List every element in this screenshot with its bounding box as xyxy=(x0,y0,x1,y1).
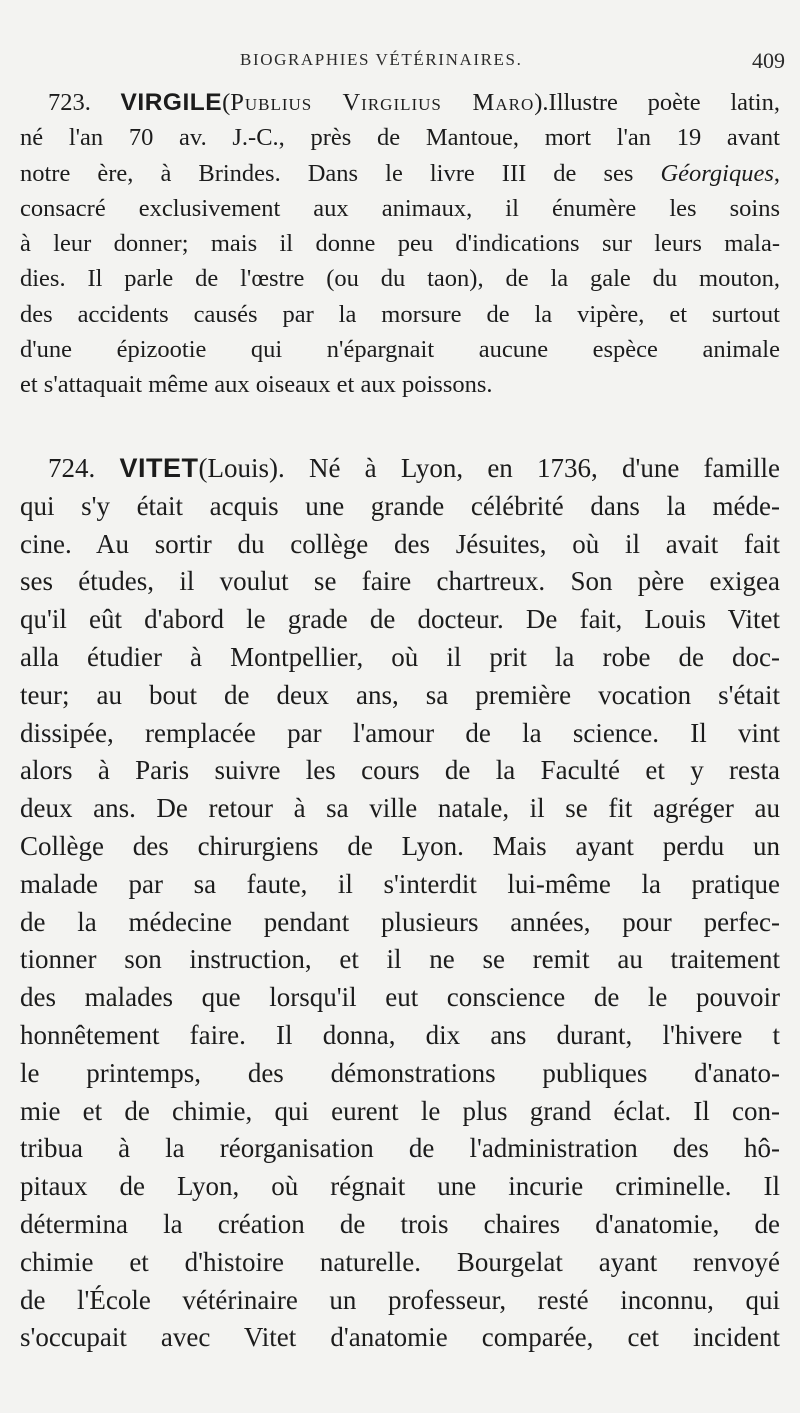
entry-line: détermina la création de trois chaires d'anatomie, de xyxy=(20,1208,780,1239)
entry-line: tribua à la réorganisation de l'administration des hô- xyxy=(20,1133,780,1164)
entry-line-text: , xyxy=(773,159,780,187)
entry-line: chimie et d'histoire naturelle. Bourgelat ayant renvoyé xyxy=(20,1246,780,1277)
paren-open: ( xyxy=(198,453,208,483)
entry-line: né l'an 70 av. J.-C., près de Mantoue, mort l'an 19 avant xyxy=(20,124,780,152)
entry-line: tionner son instruction, et il ne se remit au traitement xyxy=(20,944,780,975)
entry-724-vitet xyxy=(20,450,780,1357)
entry-line: qui s'y était acquis une grande célébrité dans la méde- xyxy=(20,490,780,521)
entry-line: de l'École vétérinaire un professeur, resté inconnu, qui xyxy=(20,1284,780,1315)
entry-line: de la médecine pendant plusieurs années, pour perfec- xyxy=(20,906,780,937)
entry-723-virgile xyxy=(20,85,780,403)
entry-line: Collège des chirurgiens de Lyon. Mais ayant perdu un xyxy=(20,830,780,861)
entry-line: consacré exclusivement aux animaux, il énumère les soins xyxy=(20,194,780,222)
entry-name-detail: Louis xyxy=(207,453,269,483)
entry-name: VITET xyxy=(119,453,199,483)
entry-line: qu'il eût d'abord le grade de docteur. De fait, Louis Vitet xyxy=(20,604,780,635)
entry-line: ses études, il voulut se faire chartreux. Son père exigea xyxy=(20,566,780,597)
entry-line: malade par sa faute, il s'interdit lui-même la pratique xyxy=(20,868,780,899)
running-title: BIOGRAPHIES VÉTÉRINAIRES. xyxy=(240,50,523,69)
entry-line: pitaux de Lyon, où régnait une incurie criminelle. Il xyxy=(20,1171,780,1202)
entry-name-detail: Publius Virgilius Maro xyxy=(230,89,535,116)
entry-line: dies. Il parle de l'œstre (ou du taon), de la gale du mouton, xyxy=(20,265,780,293)
entry-line-text: notre ère, à Brindes. Dans le livre III de ses xyxy=(20,159,661,187)
entry-line: cine. Au sortir du collège des Jésuites, où il avait fait xyxy=(20,528,780,559)
paren-open: ( xyxy=(222,89,231,116)
entry-line: et s'attaquait même aux oiseaux et aux poissons. xyxy=(20,371,493,399)
entry-line: alla étudier à Montpellier, où il prit la robe de doc- xyxy=(20,641,780,672)
italic-work-title: Géorgiques xyxy=(660,159,774,187)
entry-line xyxy=(20,156,780,191)
entry-line: honnêtement faire. Il donna, dix ans durant, l'hivere t xyxy=(20,1019,780,1050)
entry-number: 723. xyxy=(48,89,91,116)
entry-line xyxy=(20,450,780,488)
entry-line: dissipée, remplacée par l'amour de la science. Il vint xyxy=(20,717,780,748)
entry-line: alors à Paris suivre les cours de la Faculté et y resta xyxy=(20,755,780,786)
entry-line xyxy=(20,85,780,120)
entry-line: mie et de chimie, qui eurent le plus grand éclat. Il con- xyxy=(20,1095,780,1126)
page-number: 409 xyxy=(752,48,785,73)
running-head xyxy=(20,48,785,76)
entry-number: 724. xyxy=(48,453,96,483)
entry-line: des accidents causés par la morsure de la vipère, et surtout xyxy=(20,300,780,328)
entry-line: à leur donner; mais il donne peu d'indications sur leurs mala- xyxy=(20,230,780,258)
entry-line-text: Né à Lyon, en 1736, d'une famille xyxy=(284,453,780,483)
entry-line: deux ans. De retour à sa ville natale, il se fit agréger au xyxy=(20,793,780,824)
paren-close: ). xyxy=(534,89,549,116)
entry-line: teur; au bout de deux ans, sa première vocation s'était xyxy=(20,679,780,710)
entry-line: le printemps, des démonstrations publiques d'anato- xyxy=(20,1057,780,1088)
entry-line: des malades que lorsqu'il eut conscience de le pouvoir xyxy=(20,982,780,1013)
entry-name: VIRGILE xyxy=(120,89,223,116)
paren-close: ). xyxy=(269,453,285,483)
entry-line-text: Illustre poète latin, xyxy=(548,89,780,116)
entry-line: s'occupait avec Vitet d'anatomie comparée, cet incident xyxy=(20,1322,780,1353)
entry-line: d'une épizootie qui n'épargnait aucune espèce animale xyxy=(20,336,780,364)
